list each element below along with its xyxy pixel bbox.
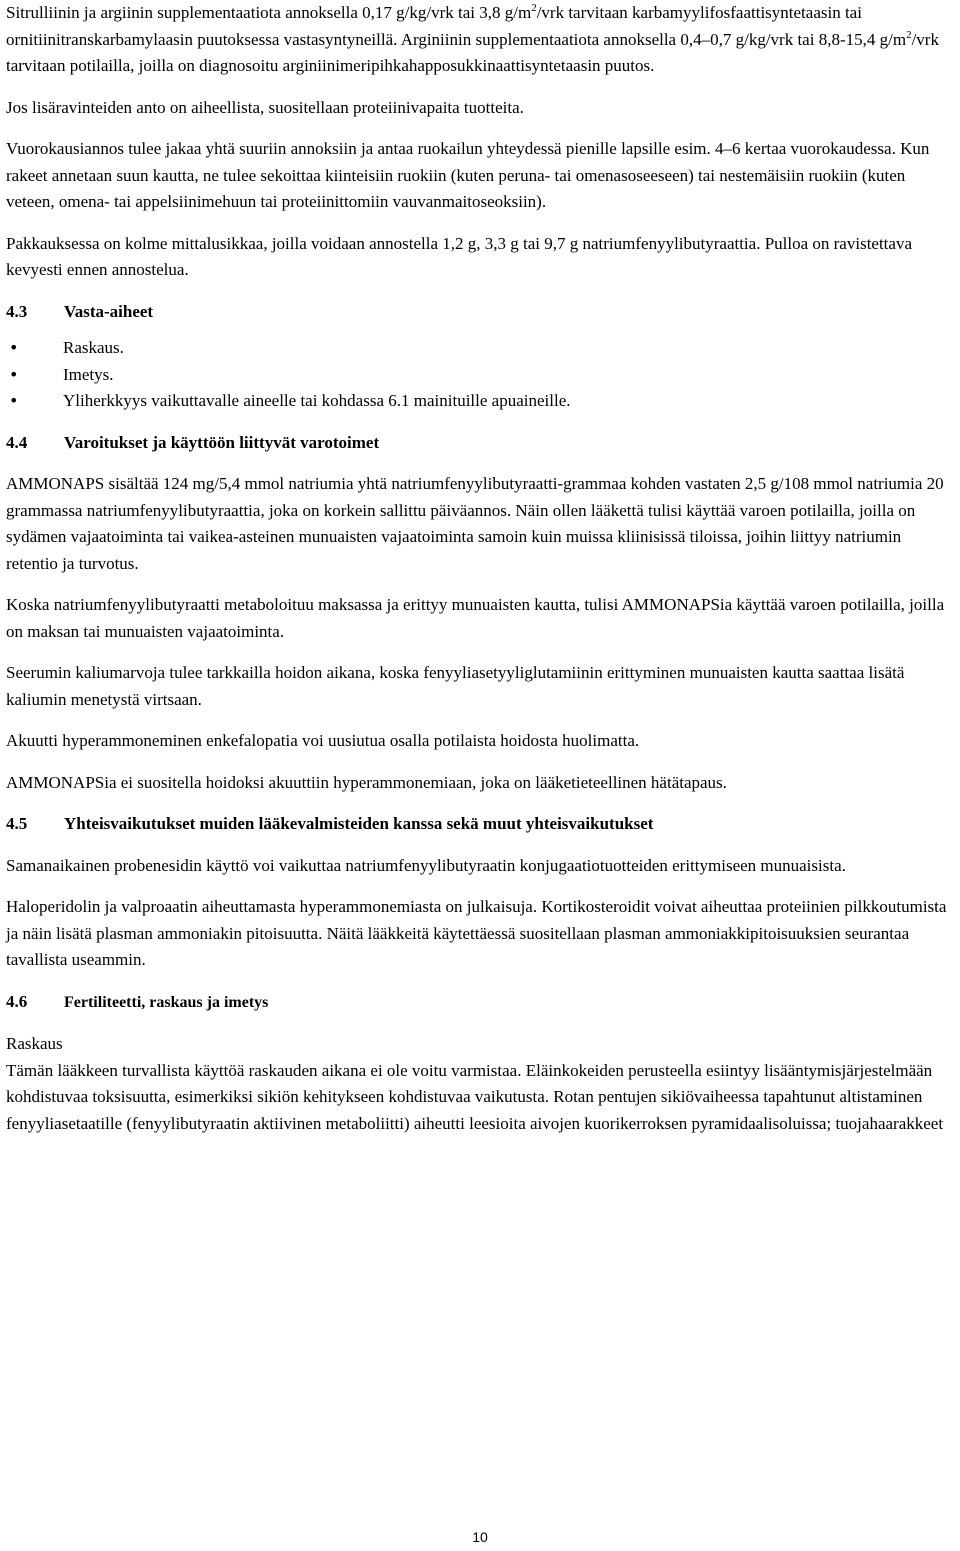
paragraph-daily-dose: Vuorokausiannos tulee jakaa yhtä suuriin annoksiin ja antaa ruokailun yhteydessä pienille lapsille esim. 4–6 kertaa vuorokaudessa. Kun rakeet annetaan suun kautta, ne tulee sekoittaa kiinteisiin ruokiin (kuten peruna- tai omenasoseeseen) tai nestemäisiin ruokiin (kuten veteen, omena- tai appelsiinimehuun tai proteiinittomiin vauvanmaitoseoksiin). bbox=[6, 139, 930, 211]
paragraph-acute-hyperammonemia: AMMONAPSia ei suositella hoidoksi akuuttiin hyperammonemiaan, joka on lääketieteellinen hätätapaus. bbox=[6, 772, 727, 792]
section-number: 4.3 bbox=[6, 301, 28, 321]
superscript: 2 bbox=[906, 28, 912, 41]
paragraph-pregnancy: Tämän lääkkeen turvallista käyttöä raskauden aikana ei ole voitu varmistaa. Eläinkokeiden perusteella esiintyy lisääntymisjärjestelmään kohdistuvaa toksisuutta, esimerkiksi sikiön kehitykseen kohdistuvaa vaikutusta. Rotan pentujen sikiövaiheessa tapahtunut altistaminen fenyyliasetaatille (fenyylibutyraatin aktiivinen metaboliitti) aiheutti leesioita aivojen kuorikerroksen pyramidaalisoluissa; tuojahaarakkeet bbox=[6, 1060, 944, 1133]
paragraph-probenecid: Samanaikainen probenesidin käyttö voi vaikuttaa natriumfenyylibutyraatin konjugaatiotuotteiden erittymiseen munuaisista. bbox=[6, 855, 846, 875]
text-citrulline: Sitrulliinin ja argiinin supplementaatiota annoksella 0,17 g/kg/vrk tai 3,8 g/m bbox=[6, 3, 532, 22]
paragraph-potassium: Seerumin kaliumarvoja tulee tarkkailla hoidon aikana, koska fenyyliasetyyliglutamiinin erittyminen munuaisten kautta saattaa lisätä kaliumin menetystä virtsaan. bbox=[6, 663, 905, 709]
text-arginine-cont: /vrk tarvitaan potilailla, joilla on diagnosoitu arginiinimeripihkahapposukkinaattisyntetaasin puutos. bbox=[6, 29, 939, 75]
subheading-pregnancy: Raskaus bbox=[6, 1034, 63, 1053]
section-number: 4.4 bbox=[6, 432, 28, 452]
section-title: Yhteisvaikutukset muiden lääkevalmisteiden kanssa sekä muut yhteisvaikutukset bbox=[64, 814, 654, 833]
page-number: 10 bbox=[472, 1529, 488, 1545]
paragraph-sodium: AMMONAPS sisältää 124 mg/5,4 mmol natriumia yhtä natriumfenyylibutyraatti-grammaa kohden vastaten 2,5 g/108 mmol natriumia 20 grammassa natriumfenyylibutyraattia, joka on korkein sallittu päiväannos. Näin ollen lääkettä tulisi käyttää varoen potilailla, joilla on sydämen vajaatoiminta tai vaikea-asteinen munuaisten vajaatoiminta samoin kuin muissa kliinisissä tiloissa, joihin liittyy natriumin retentio ja turvotus. bbox=[6, 474, 944, 573]
section-heading-4-6 bbox=[6, 989, 956, 1017]
text-citrulline-cont: /vrk tarvitaan karbamyylifosfaattisyntetaasin tai ornitiinitranskarbamylaasin puutoksessa vastasyntyneillä. bbox=[6, 3, 862, 49]
section-title: Varoitukset ja käyttöön liittyvät varotoimet bbox=[64, 432, 380, 452]
paragraph-supplements: Jos lisäravinteiden anto on aiheellista, suositellaan proteiinivapaita tuotteita. bbox=[6, 97, 524, 117]
list-item: • Yliherkkyys vaikuttavalle aineelle tai kohdassa 6.1 mainituille apuaineille. bbox=[6, 388, 956, 415]
paragraph-supplementation bbox=[6, 0, 956, 80]
document-page bbox=[6, 0, 956, 1137]
paragraph-package: Pakkauksessa on kolme mittalusikkaa, joilla voidaan annostella 1,2 g, 3,3 g tai 9,7 g natriumfenyylibutyraattia. Pulloa on ravistettava kevyesti ennen annostelua. bbox=[6, 233, 912, 279]
section-heading-4-3 bbox=[6, 299, 956, 326]
text-arginine: Arginiinin supplementaatiota annoksella 0,4–0,7 g/kg/vrk tai 8,8-15,4 g/m bbox=[400, 29, 907, 49]
section-title: Fertiliteetti, raskaus ja imetys bbox=[64, 993, 269, 1011]
superscript: 2 bbox=[531, 2, 537, 14]
section-number: 4.6 bbox=[6, 991, 28, 1011]
contraindications-list bbox=[6, 335, 956, 415]
paragraph-encephalopathy: Akuutti hyperammoneminen enkefalopatia voi uusiutua osalla potilaista hoidosta huolimatta. bbox=[6, 731, 640, 750]
section-heading-4-4 bbox=[6, 430, 956, 457]
list-item: • Raskaus. bbox=[6, 335, 956, 362]
list-item: • Imetys. bbox=[6, 362, 956, 389]
paragraph-haloperidol: Haloperidolin ja valproaatin aiheuttamasta hyperammonemiasta on julkaisuja. Kortikosteroidit voivat aiheuttaa proteiinien pilkkoutumista ja näin lisätä plasman ammoniakin pitoisuutta. Näitä lääkkeitä käytettäessä suositellaan plasman ammoniakkipitoisuuksien seurantaa tavallista useammin. bbox=[6, 897, 947, 969]
paragraph-liver-kidney: Koska natriumfenyylibutyraatti metaboloituu maksassa ja erittyy munuaisten kautta, tulisi AMMONAPSia käyttää varoen potilailla, joilla on maksan tai munuaisten vajaatoiminta. bbox=[6, 595, 945, 641]
section-title: Vasta-aiheet bbox=[64, 301, 154, 321]
section-heading-4-5 bbox=[6, 811, 956, 838]
section-number: 4.5 bbox=[6, 814, 28, 833]
